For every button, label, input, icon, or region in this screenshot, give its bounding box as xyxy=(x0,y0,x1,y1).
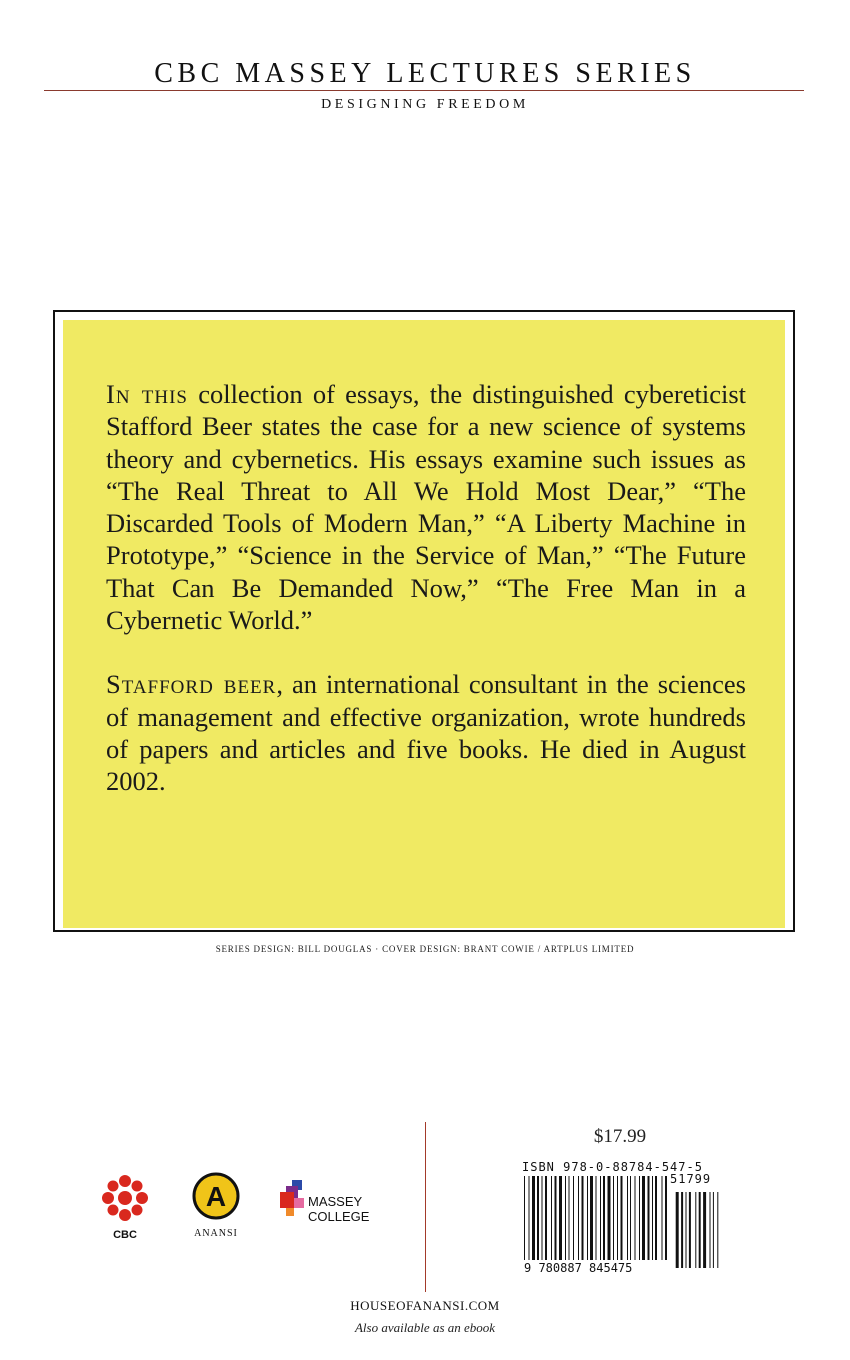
massey-college-logo-icon xyxy=(278,1178,374,1238)
massey-wordmark-line2: COLLEGE xyxy=(308,1209,370,1224)
barcode-addon-bar xyxy=(703,1192,706,1268)
barcode-bar xyxy=(532,1176,535,1268)
barcode-bar xyxy=(608,1176,611,1268)
barcode-addon-bar xyxy=(686,1192,687,1268)
cbc-wordmark: CBC xyxy=(113,1229,137,1241)
barcode-bar xyxy=(578,1176,579,1268)
header-divider xyxy=(44,90,804,91)
blurb-text xyxy=(106,378,746,798)
barcode-bar xyxy=(573,1176,574,1268)
barcode-addon-bar xyxy=(710,1192,711,1268)
book-title: DESIGNING FREEDOM xyxy=(321,97,529,112)
barcode-bar xyxy=(603,1176,605,1268)
barcode-addon-bar xyxy=(713,1192,714,1268)
design-credits: SERIES DESIGN: BILL DOUGLAS · COVER DESIGN: BRANT COWIE / ARTPLUS LIMITED xyxy=(215,944,635,954)
blurb-body-1: collection of essays, the distinguished cybereticist Stafford Beer states the case for a new science of systems theory and cybernetics. His essays examine such issues as “The Real Threat to All We Hold Most Dear,” “The Discarded Tools of Modern Man,” “A Liberty Machine in Prototype,” “Science in the Service of Man,” “The Future That Can Be Demanded Now,” “The Free Man in a Cybernetic World.” xyxy=(106,379,746,636)
barcode-bar xyxy=(587,1176,588,1268)
blurb-body-2: , an international consultant in the sciences of management and effective organization, wrote hundreds of papers and articles and five books. He died in August 2002. xyxy=(106,669,746,797)
barcode-bar xyxy=(551,1176,552,1268)
massey-wordmark-line1: MASSEY xyxy=(308,1194,363,1209)
svg-text:A: A xyxy=(205,1181,227,1212)
anansi-logo-icon xyxy=(188,1168,244,1242)
barcode-bar xyxy=(524,1176,525,1268)
barcode-bar xyxy=(596,1176,597,1268)
vertical-divider xyxy=(425,1122,426,1292)
barcode-bar xyxy=(537,1176,539,1268)
barcode-bar xyxy=(662,1176,663,1268)
barcode-addon-bar xyxy=(699,1192,701,1268)
price: $17.99 xyxy=(593,1126,647,1147)
barcode-bar xyxy=(529,1176,530,1268)
barcode-bar xyxy=(617,1176,618,1268)
blurb-paragraph-2 xyxy=(106,668,746,797)
ebook-note: Also available as an ebook xyxy=(354,1320,496,1335)
barcode-bar xyxy=(627,1176,628,1268)
barcode-bar xyxy=(655,1176,657,1268)
barcode-bar xyxy=(621,1176,623,1268)
barcode-bar xyxy=(630,1176,631,1268)
barcode-bar xyxy=(665,1176,667,1268)
blurb-lead-1: In this xyxy=(106,379,188,409)
barcode-bar xyxy=(648,1176,650,1268)
publisher-website[interactable]: HOUSEOFANANSI.COM xyxy=(350,1298,500,1313)
barcode-bar xyxy=(600,1176,601,1268)
series-title: CBC MASSEY LECTURES SERIES xyxy=(154,58,696,89)
isbn-text: ISBN 978-0-88784-547-5 xyxy=(522,1160,703,1174)
cbc-gem-icon xyxy=(100,1168,150,1242)
anansi-wordmark: ANANSI xyxy=(194,1228,238,1239)
barcode-bar xyxy=(555,1176,557,1268)
blurb-lead-2: Stafford beer xyxy=(106,669,277,700)
barcode-number: 9 780887 845475 xyxy=(524,1261,633,1274)
barcode-bar xyxy=(590,1176,593,1268)
barcode-bar xyxy=(542,1176,543,1268)
barcode-bar xyxy=(545,1176,547,1268)
barcode-bar xyxy=(635,1176,636,1268)
barcode-bar xyxy=(642,1176,645,1268)
barcode-bar xyxy=(559,1176,562,1268)
barcode-addon-bar xyxy=(681,1192,683,1268)
barcode-addon-bar xyxy=(676,1192,679,1268)
barcode-addon-bar xyxy=(717,1192,718,1268)
barcode-bar xyxy=(639,1176,640,1268)
barcode-bar xyxy=(569,1176,570,1268)
barcode-bar xyxy=(582,1176,584,1268)
barcode-bar xyxy=(613,1176,614,1268)
barcode-bar xyxy=(565,1176,566,1268)
blurb-paragraph-1 xyxy=(106,378,746,636)
barcode xyxy=(522,1176,722,1274)
barcode-addon-number: 51799 xyxy=(670,1172,712,1186)
barcode-addon-bar xyxy=(689,1192,691,1268)
barcode-addon-bar xyxy=(695,1192,696,1268)
barcode-bar xyxy=(652,1176,653,1268)
